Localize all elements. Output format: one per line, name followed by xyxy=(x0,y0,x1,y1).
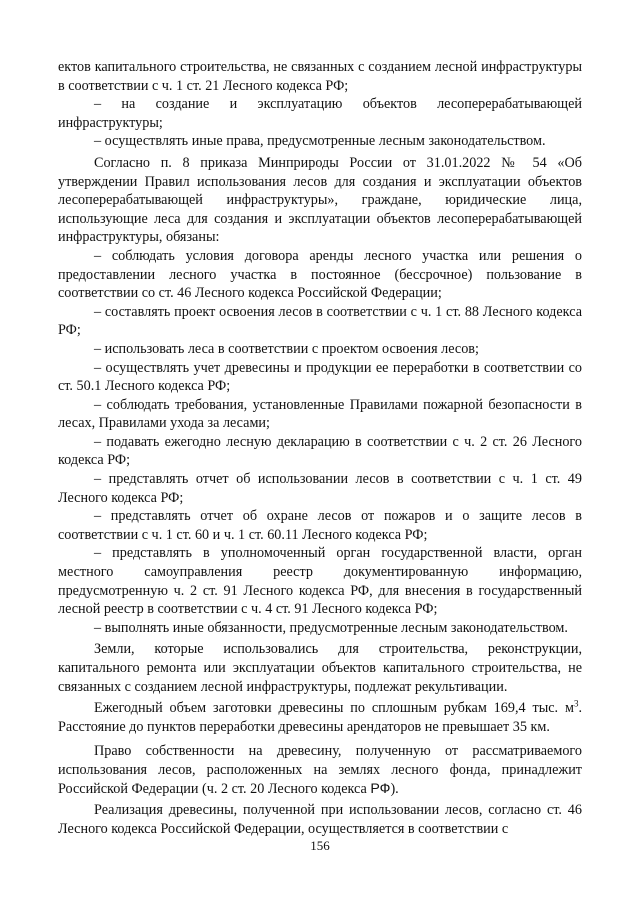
list-item-other-duties: – выполнять иные обязанности, предусмотренные лесным законодательством. xyxy=(94,619,568,636)
ownership-text: Право собственности на древесину, полученную от рассматриваемого использования лесов, расположенных на землях лесного фонда, принадлежит Российской Федерации (ч. 2 ст. 20 Лесного кодекса xyxy=(58,743,582,797)
paragraph-continuation: ектов капитального строительства, не связанных с созданием лесной инфраструктуры в соответствии с ч. 1 ст. 21 Лесного кодекса РФ; xyxy=(58,59,582,94)
list-item-timber-accounting: – осуществлять учет древесины и продукции ее переработки в соответствии со ст. 50.1 Лесного кодекса РФ; xyxy=(58,359,582,395)
list-item-use-forests: – использовать леса в соответствии с проектом освоения лесов; xyxy=(94,340,479,357)
document-page xyxy=(58,58,582,838)
paragraph-ownership xyxy=(58,742,582,798)
ownership-rf-abbrev: РФ xyxy=(370,780,391,797)
harvest-volume-text: Ежегодный объем заготовки древесины по сплошным рубкам 169,4 тыс. м xyxy=(94,700,574,717)
list-item-usage-report: – представлять отчет об использовании лесов в соответствии с ч. 1 ст. 49 Лесного кодекса РФ; xyxy=(58,471,582,506)
paragraph-harvest-volume xyxy=(58,699,582,736)
list-item-registry-info: – представлять в уполномоченный орган государственной власти, орган местного самоуправления реестр документированную информацию, предусмотренную ч. 2 ст. 91 Лесного кодекса РФ, для внесения в государственный лесной реестр в соответствии с ч. 4 ст. 91 Лесного кодекса РФ; xyxy=(58,545,582,618)
paragraph-reclamation: Земли, которые использовались для строительства, реконструкции, капитального ремонта или эксплуатации объектов капитального строительства, не связанных с созданием лесной инфраструктуры, подлежат рекультивации. xyxy=(58,641,582,695)
ownership-text-end: ). xyxy=(390,780,399,797)
page-number: 156 xyxy=(310,838,330,853)
cubic-superscript: 3 xyxy=(573,698,579,709)
paragraph-order-reference: Согласно п. 8 приказа Минприроды России от 31.01.2022 № 54 «Об утверждении Правил использования лесов для создания и эксплуатации объектов лесоперерабатывающей инфраструктуры», граждане, юридические лица, использующие леса для создания и эксплуатации объектов лесоперерабатывающей инфраструктуры, обязаны: xyxy=(58,154,582,246)
list-item-infrastructure: – на создание и эксплуатацию объектов лесоперерабатывающей инфраструктуры; xyxy=(58,96,582,131)
distance-text: . Расстояние до пунктов переработки древесины арендаторов не превышает 35 км. xyxy=(58,700,582,735)
list-item-protection-report: – представлять отчет об охране лесов от пожаров и о защите лесов в соответствии с ч. 1 ст. 60 и ч. 1 ст. 60.11 Лесного кодекса РФ; xyxy=(58,508,582,543)
list-item-forest-declaration: – подавать ежегодно лесную декларацию в соответствии с ч. 2 ст. 26 Лесного кодекса РФ; xyxy=(58,433,582,469)
list-item-fire-safety: – соблюдать требования, установленные Правилами пожарной безопасности в лесах, Правилами ухода за лесами; xyxy=(58,396,582,432)
list-item-development-project: – составлять проект освоения лесов в соответствии с ч. 1 ст. 88 Лесного кодекса РФ; xyxy=(58,303,582,339)
list-item-other-rights: – осуществлять иные права, предусмотренные лесным законодательством. xyxy=(94,133,546,150)
list-item-lease-conditions: – соблюдать условия договора аренды лесного участка или решения о предоставлении лесного участка в постоянное (бессрочное) пользование в соответствии со ст. 46 Лесного кодекса Российской Федерации; xyxy=(58,247,582,302)
paragraph-timber-sale: Реализация древесины, полученной при использовании лесов, согласно ст. 46 Лесного кодекса Российской Федерации, осуществляется в соответствии с xyxy=(58,802,582,837)
